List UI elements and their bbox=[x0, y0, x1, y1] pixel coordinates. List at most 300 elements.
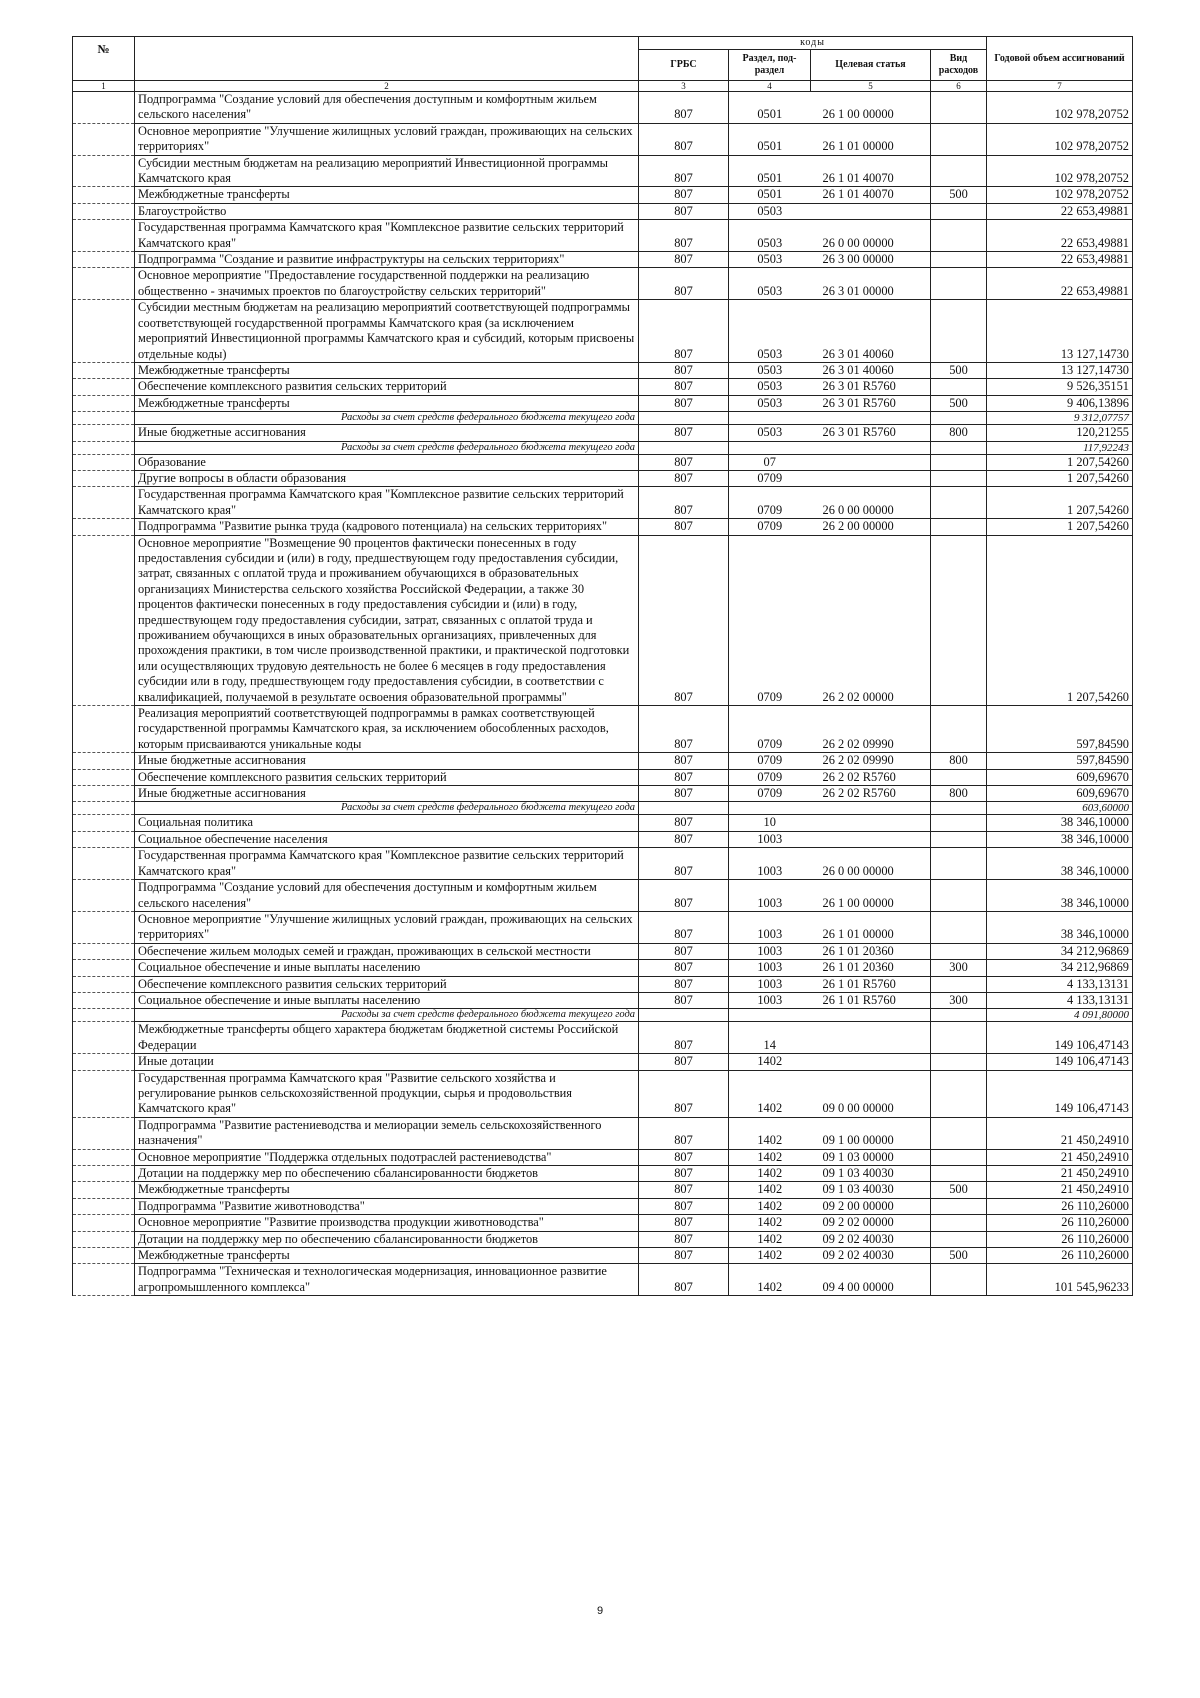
row-grbs-cell: 807 bbox=[639, 1182, 729, 1198]
row-grbs-cell: 807 bbox=[639, 220, 729, 252]
row-expense-type-cell bbox=[931, 379, 987, 395]
row-grbs-cell: 807 bbox=[639, 815, 729, 831]
row-name-cell: Иные дотации bbox=[135, 1054, 639, 1070]
table-row bbox=[73, 268, 1133, 300]
row-amount-cell: 38 346,10000 bbox=[987, 911, 1133, 943]
row-name-cell: Межбюджетные трансферты bbox=[135, 395, 639, 411]
row-section-cell: 07 bbox=[729, 454, 811, 470]
row-section-cell: 0709 bbox=[729, 487, 811, 519]
row-number-cell bbox=[73, 470, 135, 486]
row-name-cell: Основное мероприятие "Предоставление государственной поддержки на реализацию общественно - значимых проектов по благоустройству сельских территорий" bbox=[135, 268, 639, 300]
row-number-cell bbox=[73, 92, 135, 124]
row-number-cell bbox=[73, 976, 135, 992]
column-number: 5 bbox=[811, 81, 931, 92]
table-row bbox=[73, 1231, 1133, 1247]
row-number-cell bbox=[73, 1198, 135, 1214]
table-row bbox=[73, 454, 1133, 470]
row-target-article-cell bbox=[811, 203, 931, 219]
table-row bbox=[73, 300, 1133, 363]
row-number-cell bbox=[73, 1166, 135, 1182]
row-name-cell: Реализация мероприятий соответствующей подпрограммы в рамках соответствующей государственной программы Камчатского края, за исключением обособленных расходов, которым присваиваются уникальные коды bbox=[135, 706, 639, 753]
row-number-cell bbox=[73, 1264, 135, 1296]
table-row bbox=[73, 1022, 1133, 1054]
header-amount: Годовой объем ассигнований bbox=[987, 37, 1133, 81]
row-grbs-cell: 807 bbox=[639, 470, 729, 486]
budget-table-sheet bbox=[72, 36, 1132, 1296]
row-section-cell: 0503 bbox=[729, 425, 811, 441]
row-expense-type-cell bbox=[931, 802, 987, 815]
table-row bbox=[73, 911, 1133, 943]
row-section-cell: 0503 bbox=[729, 300, 811, 363]
page-number: 9 bbox=[596, 1605, 604, 1617]
row-grbs-cell: 807 bbox=[639, 203, 729, 219]
row-target-article-cell: 26 2 02 09990 bbox=[811, 753, 931, 769]
row-expense-type-cell bbox=[931, 1070, 987, 1117]
table-row bbox=[73, 943, 1133, 959]
federal-funds-row bbox=[73, 412, 1133, 425]
row-amount-cell: 4 133,13131 bbox=[987, 976, 1133, 992]
row-name-cell: Социальная политика bbox=[135, 815, 639, 831]
row-amount-cell: 26 110,26000 bbox=[987, 1215, 1133, 1231]
row-section-cell: 0709 bbox=[729, 706, 811, 753]
row-name-cell: Подпрограмма "Развитие животноводства" bbox=[135, 1198, 639, 1214]
row-target-article-cell: 26 1 01 R5760 bbox=[811, 992, 931, 1008]
row-number-cell bbox=[73, 187, 135, 203]
row-section-cell: 0501 bbox=[729, 92, 811, 124]
row-name-cell: Межбюджетные трансферты bbox=[135, 362, 639, 378]
row-name-cell: Межбюджетные трансферты общего характера бюджетам бюджетной системы Российской Федерации bbox=[135, 1022, 639, 1054]
row-grbs-cell: 807 bbox=[639, 92, 729, 124]
table-row bbox=[73, 1182, 1133, 1198]
column-number-row bbox=[73, 81, 1133, 92]
column-number: 1 bbox=[73, 81, 135, 92]
row-grbs-cell: 807 bbox=[639, 1022, 729, 1054]
row-number-cell bbox=[73, 252, 135, 268]
row-section-cell: 1402 bbox=[729, 1215, 811, 1231]
row-target-article-cell: 09 0 00 00000 bbox=[811, 1070, 931, 1117]
row-grbs-cell: 807 bbox=[639, 1117, 729, 1149]
row-amount-cell: 149 106,47143 bbox=[987, 1070, 1133, 1117]
row-number-cell bbox=[73, 848, 135, 880]
table-body bbox=[73, 92, 1133, 1296]
row-expense-type-cell bbox=[931, 769, 987, 785]
table-row bbox=[73, 960, 1133, 976]
row-name-cell: Межбюджетные трансферты bbox=[135, 187, 639, 203]
row-number-cell bbox=[73, 1022, 135, 1054]
row-name-cell: Образование bbox=[135, 454, 639, 470]
row-target-article-cell: 26 3 01 R5760 bbox=[811, 395, 931, 411]
row-grbs-cell: 807 bbox=[639, 911, 729, 943]
table-row bbox=[73, 362, 1133, 378]
row-expense-type-cell bbox=[931, 252, 987, 268]
row-target-article-cell: 26 2 02 09990 bbox=[811, 706, 931, 753]
row-number-cell bbox=[73, 831, 135, 847]
budget-table bbox=[72, 36, 1133, 1296]
row-name-cell: Основное мероприятие "Возмещение 90 процентов фактически понесенных в году предоставления субсидии и (или) в году, предшествующем году предоставления субсидии, затрат, связанных с оплатой труда и проживанием обучающихся в образовательных организациях Министерства сельского хозяйства Российской Федерации, а также 30 процентов фактически понесенных в году предоставления субсидии и (или) в году, предшествующем году предоставления субсидии, затрат, связанных с оплатой труда и проживанием обучающихся в иных образовательных организациях, привлеченных для прохождения практики, в том числе производственной практики, и практической подготовки или осуществляющих трудовую деятельность не более 6 месяцев в году предоставления субсидии или в году, предшествующем году предоставления субсидии, в соответствии с квалификацией, получаемой в результате освоения образовательной программы" bbox=[135, 535, 639, 705]
row-name-cell: Подпрограмма "Создание условий для обеспечения доступным и комфортным жильем сельского населения" bbox=[135, 880, 639, 912]
row-amount-cell: 9 312,07757 bbox=[987, 412, 1133, 425]
table-row bbox=[73, 1070, 1133, 1117]
row-expense-type-cell bbox=[931, 848, 987, 880]
row-target-article-cell: 26 2 02 R5760 bbox=[811, 769, 931, 785]
row-grbs-cell: 807 bbox=[639, 379, 729, 395]
row-number-cell bbox=[73, 1215, 135, 1231]
row-section-cell: 0501 bbox=[729, 123, 811, 155]
row-target-article-cell: 09 2 02 40030 bbox=[811, 1248, 931, 1264]
table-row bbox=[73, 519, 1133, 535]
header-expense-type: Вид расходов bbox=[931, 50, 987, 81]
row-section-cell: 0503 bbox=[729, 362, 811, 378]
row-expense-type-cell bbox=[931, 268, 987, 300]
row-number-cell bbox=[73, 802, 135, 815]
federal-funds-row bbox=[73, 1009, 1133, 1022]
row-expense-type-cell: 500 bbox=[931, 1248, 987, 1264]
row-target-article-cell bbox=[811, 1054, 931, 1070]
row-amount-cell: 597,84590 bbox=[987, 753, 1133, 769]
column-number: 2 bbox=[135, 81, 639, 92]
row-amount-cell: 149 106,47143 bbox=[987, 1054, 1133, 1070]
header-number: № bbox=[73, 37, 135, 81]
row-expense-type-cell bbox=[931, 815, 987, 831]
row-section-cell: 0709 bbox=[729, 535, 811, 705]
row-number-cell bbox=[73, 220, 135, 252]
row-target-article-cell: 09 1 03 40030 bbox=[811, 1166, 931, 1182]
row-expense-type-cell bbox=[931, 519, 987, 535]
row-name-cell: Расходы за счет средств федерального бюджета текущего года bbox=[135, 802, 639, 815]
row-number-cell bbox=[73, 1009, 135, 1022]
table-row bbox=[73, 1248, 1133, 1264]
table-row bbox=[73, 220, 1133, 252]
table-row bbox=[73, 92, 1133, 124]
row-number-cell bbox=[73, 155, 135, 187]
table-row bbox=[73, 1117, 1133, 1149]
row-number-cell bbox=[73, 425, 135, 441]
row-name-cell: Государственная программа Камчатского края "Развитие сельского хозяйства и регулирование рынков сельскохозяйственной продукции, сырья и продовольствия Камчатского края" bbox=[135, 1070, 639, 1117]
row-section-cell: 0503 bbox=[729, 379, 811, 395]
row-expense-type-cell: 500 bbox=[931, 187, 987, 203]
row-name-cell: Основное мероприятие "Развитие производства продукции животноводства" bbox=[135, 1215, 639, 1231]
row-name-cell: Межбюджетные трансферты bbox=[135, 1182, 639, 1198]
row-target-article-cell: 09 1 03 00000 bbox=[811, 1149, 931, 1165]
row-name-cell: Основное мероприятие "Улучшение жилищных условий граждан, проживающих на сельских территориях" bbox=[135, 123, 639, 155]
table-row bbox=[73, 535, 1133, 705]
row-name-cell: Подпрограмма "Развитие растениеводства и мелиорации земель сельскохозяйственного назначения" bbox=[135, 1117, 639, 1149]
table-row bbox=[73, 786, 1133, 802]
row-target-article-cell: 26 1 01 00000 bbox=[811, 911, 931, 943]
row-grbs-cell: 807 bbox=[639, 1070, 729, 1117]
row-number-cell bbox=[73, 960, 135, 976]
row-expense-type-cell bbox=[931, 1231, 987, 1247]
table-header bbox=[73, 37, 1133, 92]
row-name-cell: Субсидии местным бюджетам на реализацию мероприятий соответствующей подпрограммы соответствующей государственной программы Камчатского края (за исключением мероприятий Инвестиционной программы Камчатского края и субсидий, которым присвоены отдельные коды) bbox=[135, 300, 639, 363]
row-amount-cell: 22 653,49881 bbox=[987, 268, 1133, 300]
row-expense-type-cell bbox=[931, 203, 987, 219]
row-number-cell bbox=[73, 379, 135, 395]
row-target-article-cell: 26 1 00 00000 bbox=[811, 880, 931, 912]
row-section-cell: 0503 bbox=[729, 203, 811, 219]
table-row bbox=[73, 203, 1133, 219]
row-expense-type-cell: 500 bbox=[931, 395, 987, 411]
row-name-cell: Дотации на поддержку мер по обеспечению сбалансированности бюджетов bbox=[135, 1231, 639, 1247]
row-grbs-cell: 807 bbox=[639, 487, 729, 519]
table-row bbox=[73, 470, 1133, 486]
row-grbs-cell: 807 bbox=[639, 786, 729, 802]
row-section-cell bbox=[729, 412, 811, 425]
row-amount-cell: 21 450,24910 bbox=[987, 1149, 1133, 1165]
row-grbs-cell bbox=[639, 802, 729, 815]
row-grbs-cell bbox=[639, 1009, 729, 1022]
row-expense-type-cell bbox=[931, 412, 987, 425]
row-grbs-cell: 807 bbox=[639, 1264, 729, 1296]
row-name-cell: Подпрограмма "Развитие рынка труда (кадрового потенциала) на сельских территориях" bbox=[135, 519, 639, 535]
row-grbs-cell: 807 bbox=[639, 123, 729, 155]
row-amount-cell: 9 406,13896 bbox=[987, 395, 1133, 411]
row-name-cell: Расходы за счет средств федерального бюджета текущего года bbox=[135, 1009, 639, 1022]
row-name-cell: Обеспечение комплексного развития сельских территорий bbox=[135, 976, 639, 992]
row-grbs-cell: 807 bbox=[639, 1198, 729, 1214]
row-amount-cell: 22 653,49881 bbox=[987, 203, 1133, 219]
row-target-article-cell bbox=[811, 831, 931, 847]
row-number-cell bbox=[73, 487, 135, 519]
table-row bbox=[73, 379, 1133, 395]
row-grbs-cell bbox=[639, 441, 729, 454]
row-amount-cell: 1 207,54260 bbox=[987, 454, 1133, 470]
table-row bbox=[73, 992, 1133, 1008]
row-number-cell bbox=[73, 395, 135, 411]
header-section: Раздел, под-раздел bbox=[729, 50, 811, 81]
row-grbs-cell: 807 bbox=[639, 943, 729, 959]
row-number-cell bbox=[73, 535, 135, 705]
row-grbs-cell: 807 bbox=[639, 976, 729, 992]
table-row bbox=[73, 753, 1133, 769]
row-number-cell bbox=[73, 786, 135, 802]
row-target-article-cell: 09 2 02 40030 bbox=[811, 1231, 931, 1247]
row-target-article-cell: 26 1 01 40070 bbox=[811, 187, 931, 203]
row-name-cell: Государственная программа Камчатского края "Комплексное развитие сельских территорий Камчатского края" bbox=[135, 220, 639, 252]
row-grbs-cell: 807 bbox=[639, 362, 729, 378]
row-target-article-cell bbox=[811, 802, 931, 815]
row-amount-cell: 149 106,47143 bbox=[987, 1022, 1133, 1054]
row-section-cell: 1003 bbox=[729, 880, 811, 912]
row-target-article-cell: 09 1 03 40030 bbox=[811, 1182, 931, 1198]
row-section-cell: 1003 bbox=[729, 943, 811, 959]
row-number-cell bbox=[73, 992, 135, 1008]
row-number-cell bbox=[73, 753, 135, 769]
row-section-cell: 1003 bbox=[729, 831, 811, 847]
table-row bbox=[73, 769, 1133, 785]
table-row bbox=[73, 1198, 1133, 1214]
row-section-cell: 0503 bbox=[729, 268, 811, 300]
row-grbs-cell: 807 bbox=[639, 880, 729, 912]
row-amount-cell: 22 653,49881 bbox=[987, 252, 1133, 268]
row-section-cell: 1003 bbox=[729, 848, 811, 880]
row-expense-type-cell bbox=[931, 831, 987, 847]
row-amount-cell: 9 526,35151 bbox=[987, 379, 1133, 395]
federal-funds-row bbox=[73, 802, 1133, 815]
row-name-cell: Подпрограмма "Создание условий для обеспечения доступным и комфортным жильем сельского населения" bbox=[135, 92, 639, 124]
row-amount-cell: 1 207,54260 bbox=[987, 519, 1133, 535]
row-target-article-cell: 26 0 00 00000 bbox=[811, 848, 931, 880]
row-grbs-cell: 807 bbox=[639, 155, 729, 187]
row-number-cell bbox=[73, 268, 135, 300]
row-section-cell: 0503 bbox=[729, 395, 811, 411]
row-amount-cell: 13 127,14730 bbox=[987, 362, 1133, 378]
row-expense-type-cell bbox=[931, 1149, 987, 1165]
table-row bbox=[73, 187, 1133, 203]
row-section-cell: 0501 bbox=[729, 187, 811, 203]
row-section-cell: 1003 bbox=[729, 976, 811, 992]
row-amount-cell: 34 212,96869 bbox=[987, 943, 1133, 959]
row-number-cell bbox=[73, 123, 135, 155]
row-name-cell: Государственная программа Камчатского края "Комплексное развитие сельских территорий Камчатского края" bbox=[135, 848, 639, 880]
row-number-cell bbox=[73, 943, 135, 959]
row-section-cell: 0709 bbox=[729, 753, 811, 769]
row-expense-type-cell bbox=[931, 976, 987, 992]
row-name-cell: Субсидии местным бюджетам на реализацию мероприятий Инвестиционной программы Камчатского края bbox=[135, 155, 639, 187]
row-amount-cell: 1 207,54260 bbox=[987, 535, 1133, 705]
row-section-cell bbox=[729, 441, 811, 454]
row-section-cell: 1402 bbox=[729, 1054, 811, 1070]
row-expense-type-cell bbox=[931, 220, 987, 252]
row-expense-type-cell bbox=[931, 1264, 987, 1296]
table-row bbox=[73, 1215, 1133, 1231]
row-section-cell bbox=[729, 802, 811, 815]
row-name-cell: Расходы за счет средств федерального бюджета текущего года bbox=[135, 441, 639, 454]
table-row bbox=[73, 976, 1133, 992]
row-number-cell bbox=[73, 454, 135, 470]
row-target-article-cell: 26 3 01 R5760 bbox=[811, 379, 931, 395]
row-amount-cell: 603,60000 bbox=[987, 802, 1133, 815]
row-name-cell: Государственная программа Камчатского края "Комплексное развитие сельских территорий Камчатского края" bbox=[135, 487, 639, 519]
row-amount-cell: 21 450,24910 bbox=[987, 1117, 1133, 1149]
row-name-cell: Социальное обеспечение населения bbox=[135, 831, 639, 847]
row-grbs-cell: 807 bbox=[639, 1231, 729, 1247]
row-expense-type-cell bbox=[931, 1166, 987, 1182]
table-row bbox=[73, 1166, 1133, 1182]
row-target-article-cell: 09 2 00 00000 bbox=[811, 1198, 931, 1214]
row-target-article-cell: 26 1 01 20360 bbox=[811, 960, 931, 976]
row-grbs-cell: 807 bbox=[639, 831, 729, 847]
row-expense-type-cell: 800 bbox=[931, 425, 987, 441]
row-amount-cell: 101 545,96233 bbox=[987, 1264, 1133, 1296]
row-amount-cell: 1 207,54260 bbox=[987, 487, 1133, 519]
row-amount-cell: 4 091,80000 bbox=[987, 1009, 1133, 1022]
row-name-cell: Иные бюджетные ассигнования bbox=[135, 425, 639, 441]
row-amount-cell: 22 653,49881 bbox=[987, 220, 1133, 252]
header-grbs: ГРБС bbox=[639, 50, 729, 81]
row-amount-cell: 26 110,26000 bbox=[987, 1231, 1133, 1247]
table-row bbox=[73, 123, 1133, 155]
row-target-article-cell bbox=[811, 1009, 931, 1022]
row-amount-cell: 102 978,20752 bbox=[987, 123, 1133, 155]
row-section-cell: 0709 bbox=[729, 769, 811, 785]
row-target-article-cell: 26 0 00 00000 bbox=[811, 487, 931, 519]
row-expense-type-cell bbox=[931, 911, 987, 943]
row-target-article-cell bbox=[811, 441, 931, 454]
row-name-cell: Социальное обеспечение и иные выплаты населению bbox=[135, 960, 639, 976]
row-grbs-cell: 807 bbox=[639, 535, 729, 705]
row-section-cell: 0503 bbox=[729, 252, 811, 268]
row-grbs-cell: 807 bbox=[639, 252, 729, 268]
row-number-cell bbox=[73, 1070, 135, 1117]
row-expense-type-cell: 500 bbox=[931, 362, 987, 378]
row-amount-cell: 26 110,26000 bbox=[987, 1198, 1133, 1214]
row-section-cell: 0709 bbox=[729, 519, 811, 535]
row-amount-cell: 597,84590 bbox=[987, 706, 1133, 753]
row-target-article-cell bbox=[811, 454, 931, 470]
row-section-cell: 1402 bbox=[729, 1070, 811, 1117]
row-grbs-cell: 807 bbox=[639, 268, 729, 300]
row-amount-cell: 609,69670 bbox=[987, 786, 1133, 802]
row-target-article-cell bbox=[811, 1022, 931, 1054]
row-number-cell bbox=[73, 1149, 135, 1165]
row-section-cell: 1402 bbox=[729, 1248, 811, 1264]
row-name-cell: Дотации на поддержку мер по обеспечению сбалансированности бюджетов bbox=[135, 1166, 639, 1182]
row-target-article-cell: 26 1 01 00000 bbox=[811, 123, 931, 155]
row-expense-type-cell bbox=[931, 441, 987, 454]
row-grbs-cell: 807 bbox=[639, 395, 729, 411]
row-name-cell: Обеспечение жильем молодых семей и граждан, проживающих в сельской местности bbox=[135, 943, 639, 959]
table-row bbox=[73, 831, 1133, 847]
row-target-article-cell: 09 4 00 00000 bbox=[811, 1264, 931, 1296]
row-expense-type-cell bbox=[931, 1117, 987, 1149]
row-name-cell: Благоустройство bbox=[135, 203, 639, 219]
row-amount-cell: 1 207,54260 bbox=[987, 470, 1133, 486]
row-amount-cell: 38 346,10000 bbox=[987, 880, 1133, 912]
row-number-cell bbox=[73, 1231, 135, 1247]
row-section-cell: 1402 bbox=[729, 1166, 811, 1182]
row-target-article-cell bbox=[811, 412, 931, 425]
row-grbs-cell: 807 bbox=[639, 1248, 729, 1264]
row-expense-type-cell bbox=[931, 155, 987, 187]
row-target-article-cell: 26 1 01 20360 bbox=[811, 943, 931, 959]
row-grbs-cell: 807 bbox=[639, 187, 729, 203]
row-grbs-cell: 807 bbox=[639, 454, 729, 470]
row-name-cell: Обеспечение комплексного развития сельских территорий bbox=[135, 769, 639, 785]
row-expense-type-cell bbox=[931, 92, 987, 124]
row-grbs-cell: 807 bbox=[639, 848, 729, 880]
table-row bbox=[73, 1054, 1133, 1070]
row-section-cell: 1003 bbox=[729, 992, 811, 1008]
row-name-cell: Расходы за счет средств федерального бюджета текущего года bbox=[135, 412, 639, 425]
row-number-cell bbox=[73, 769, 135, 785]
row-target-article-cell: 09 1 00 00000 bbox=[811, 1117, 931, 1149]
row-target-article-cell: 09 2 02 00000 bbox=[811, 1215, 931, 1231]
row-section-cell: 1402 bbox=[729, 1264, 811, 1296]
table-row bbox=[73, 487, 1133, 519]
row-grbs-cell: 807 bbox=[639, 992, 729, 1008]
row-amount-cell: 102 978,20752 bbox=[987, 187, 1133, 203]
column-number: 7 bbox=[987, 81, 1133, 92]
row-expense-type-cell bbox=[931, 300, 987, 363]
row-grbs-cell: 807 bbox=[639, 1215, 729, 1231]
row-number-cell bbox=[73, 519, 135, 535]
row-expense-type-cell: 800 bbox=[931, 786, 987, 802]
row-expense-type-cell: 300 bbox=[931, 992, 987, 1008]
table-row bbox=[73, 815, 1133, 831]
row-target-article-cell: 26 1 01 R5760 bbox=[811, 976, 931, 992]
column-number: 3 bbox=[639, 81, 729, 92]
row-amount-cell: 13 127,14730 bbox=[987, 300, 1133, 363]
row-amount-cell: 102 978,20752 bbox=[987, 155, 1133, 187]
row-expense-type-cell: 800 bbox=[931, 753, 987, 769]
row-expense-type-cell bbox=[931, 470, 987, 486]
row-grbs-cell: 807 bbox=[639, 753, 729, 769]
table-row bbox=[73, 848, 1133, 880]
table-row bbox=[73, 425, 1133, 441]
row-grbs-cell: 807 bbox=[639, 960, 729, 976]
row-name-cell: Межбюджетные трансферты bbox=[135, 1248, 639, 1264]
